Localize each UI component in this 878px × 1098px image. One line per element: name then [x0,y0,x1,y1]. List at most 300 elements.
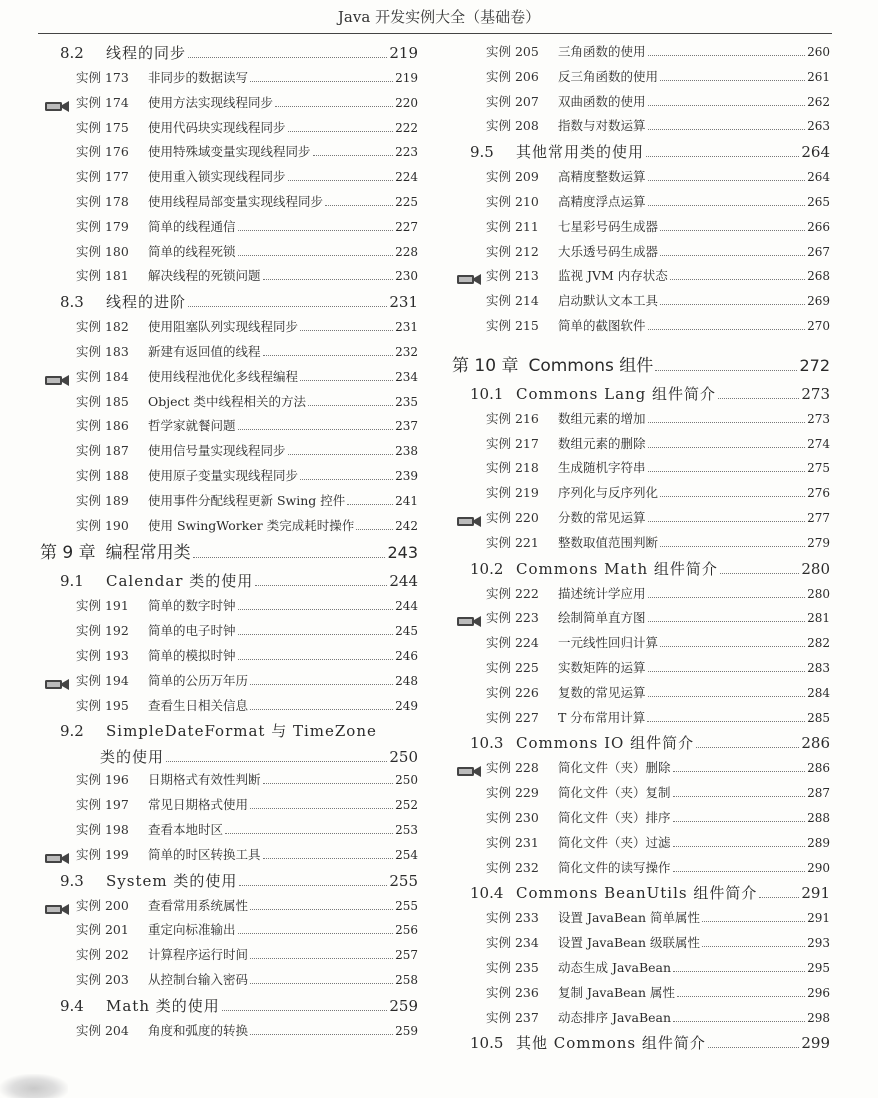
page-number: 238 [395,444,418,459]
toc-example-entry[interactable] [452,240,830,265]
example-title: 非同步的数据读写 [148,70,249,85]
toc-example-entry[interactable] [452,956,830,981]
dot-leader [648,422,806,423]
dot-leader [193,557,386,558]
page-number: 219 [389,44,418,62]
example-number: 实例 180 [76,243,129,259]
example-title: 数组元素的删除 [558,435,646,451]
example-number: 实例 202 [76,947,129,963]
toc-example-entry[interactable] [452,90,830,115]
toc-example-entry[interactable] [452,264,830,289]
toc-example-entry[interactable] [452,40,830,65]
dot-leader [250,909,393,910]
example-number: 实例 221 [486,534,539,550]
page-number: 231 [389,293,418,312]
example-title: 哲学家就餐问题 [148,418,236,434]
toc-example-entry[interactable] [40,943,418,968]
example-number: 实例 237 [486,1009,539,1025]
toc-section-entry[interactable] [452,1030,830,1056]
dot-leader [648,180,806,181]
page-number: 255 [395,898,418,913]
toc-example-entry[interactable] [452,656,830,681]
toc-example-entry[interactable] [40,843,418,868]
section-number: 10.2 [470,559,504,578]
example-number: 实例 220 [486,509,539,525]
dot-leader [238,659,394,660]
example-number: 实例 235 [486,959,539,975]
example-number: 实例 234 [486,935,539,951]
section-number: 9.5 [470,143,494,162]
chapter-number: 第 9 章 [40,543,96,564]
toc-example-entry[interactable] [452,756,830,781]
toc-example-entry[interactable] [452,456,830,481]
section-number: 9.1 [60,572,84,591]
example-title: 简单的公历万年历 [148,672,249,688]
example-number: 实例 223 [486,610,539,626]
example-number: 实例 184 [76,368,129,384]
section-gap [452,339,830,351]
page-number: 254 [395,847,418,862]
toc-example-entry[interactable] [452,781,830,806]
dot-leader [188,306,387,307]
page-number: 291 [801,884,830,903]
toc-example-entry[interactable] [40,768,418,793]
left-toc-column [40,40,418,1044]
dot-leader [255,585,387,586]
toc-section-entry[interactable] [452,556,830,582]
example-title: 分数的常见运算 [558,509,646,525]
page-number: 295 [807,960,830,975]
toc-example-entry[interactable] [452,706,830,731]
page-number: 273 [801,384,830,403]
dot-leader [660,546,805,547]
example-title: 常见日期格式使用 [148,797,249,813]
example-title: 使用阻塞队列实现线程同步 [148,319,299,335]
dot-leader [275,106,393,107]
page-number: 283 [807,660,830,675]
example-title: 重定向标准输出 [148,922,236,938]
toc-example-entry[interactable] [40,669,418,694]
example-number: 实例 174 [76,94,129,110]
section-title: 线程的进阶 [106,293,187,312]
example-number: 实例 182 [76,319,129,335]
dot-leader [648,329,806,330]
toc-example-entry[interactable] [40,315,418,340]
page-number: 274 [807,436,830,451]
toc-example-entry[interactable] [452,314,830,339]
page-number: 261 [807,69,830,84]
example-number: 实例 203 [76,971,129,987]
section-title: Commons IO 组件简介 [516,734,695,753]
dot-leader [648,129,806,130]
toc-example-entry[interactable] [452,506,830,531]
example-number: 实例 177 [76,169,129,185]
example-number: 实例 228 [486,760,539,776]
example-title: 使用 SwingWorker 类完成耗时操作 [148,517,355,533]
dot-leader [660,255,805,256]
example-title: 整数取值范围判断 [558,534,659,550]
page-number: 286 [801,734,830,753]
example-number: 实例 191 [76,598,129,614]
example-number: 实例 227 [486,709,539,725]
dot-leader [648,447,806,448]
video-icon [44,371,70,384]
example-title: 日期格式有效性判断 [148,772,261,788]
example-title: 简化文件（夹）复制 [558,785,671,801]
toc-section-entry[interactable] [40,868,418,894]
example-title: 使用代码块实现线程同步 [148,119,286,135]
page-number: 284 [807,685,830,700]
page-number: 285 [807,710,830,725]
example-number: 实例 209 [486,169,539,185]
toc-example-entry[interactable] [452,931,830,956]
example-title: 新建有返回值的线程 [148,343,261,359]
page-number: 225 [395,194,418,209]
page-number: 269 [807,294,830,309]
toc-example-entry[interactable] [452,906,830,931]
example-title: 使用重入锁实现线程同步 [148,169,286,185]
example-title: 简单的数字时钟 [148,598,236,614]
page-number: 248 [395,673,418,688]
toc-example-entry[interactable] [40,116,418,141]
toc-section-entry[interactable] [452,139,830,165]
toc-example-entry[interactable] [452,606,830,631]
example-title: 启动默认文本工具 [558,293,659,309]
example-title: 角度和弧度的转换 [148,1022,249,1038]
page-number: 260 [807,45,830,59]
toc-example-entry[interactable] [40,190,418,215]
example-title: 三角函数的使用 [558,44,646,59]
example-number: 实例 207 [486,93,539,109]
section-title: 线程的同步 [106,44,187,62]
chapter-number: 第 10 章 [452,355,519,376]
example-title: 简化文件（夹）排序 [558,809,671,825]
dot-leader [308,405,393,406]
toc-example-entry[interactable] [452,190,830,215]
dot-leader [677,996,805,997]
dot-leader [648,105,806,106]
dot-leader [647,721,805,722]
dot-leader [720,573,799,574]
example-title: T 分布常用计算 [558,709,646,725]
toc-section-entry[interactable] [40,289,418,315]
example-title: 监视 JVM 内存状态 [558,268,668,284]
video-icon [456,270,482,283]
section-number: 10.3 [470,734,504,753]
toc-example-entry[interactable] [40,439,418,464]
page-number: 230 [395,269,418,284]
dot-leader [759,897,799,898]
page-number: 264 [807,170,830,185]
toc-example-entry[interactable] [40,818,418,843]
toc-example-entry[interactable] [40,918,418,943]
toc-example-entry[interactable] [40,365,418,390]
toc-example-entry[interactable] [40,644,418,669]
toc-example-entry[interactable] [452,681,830,706]
example-number: 实例 222 [486,585,539,601]
dot-leader [300,380,393,381]
example-number: 实例 236 [486,984,539,1000]
example-number: 实例 196 [76,772,129,788]
toc-chapter-entry[interactable] [40,538,418,568]
dot-leader [648,696,806,697]
page-number: 277 [807,510,830,525]
page-number: 280 [807,586,830,601]
toc-example-entry[interactable] [40,489,418,514]
page-number: 287 [807,786,830,801]
toc-example-entry[interactable] [40,165,418,190]
example-number: 实例 173 [76,70,129,85]
example-title: 高精度浮点运算 [558,193,646,209]
toc-example-entry[interactable] [40,1019,418,1044]
page-number: 235 [395,394,418,409]
example-number: 实例 214 [486,293,539,309]
toc-example-entry[interactable] [452,806,830,831]
example-title: 一元线性回归计算 [558,635,659,651]
toc-example-entry[interactable] [40,514,418,539]
toc-section-entry[interactable] [40,718,418,768]
page-number: 253 [395,822,418,837]
example-number: 实例 204 [76,1022,129,1038]
dot-leader [300,479,393,480]
page-number: 220 [395,95,418,110]
page-number: 243 [387,543,418,563]
page-number: 259 [395,1023,418,1038]
toc-example-entry[interactable] [452,407,830,432]
example-title: 描述统计学应用 [558,585,646,601]
example-number: 实例 216 [486,410,539,426]
example-number: 实例 230 [486,809,539,825]
page-number: 227 [395,219,418,234]
toc-example-entry[interactable] [40,390,418,415]
page-number: 286 [807,761,830,776]
toc-section-entry[interactable] [452,381,830,407]
toc-example-entry[interactable] [40,619,418,644]
example-number: 实例 192 [76,623,129,639]
dot-leader [648,471,806,472]
page-number: 280 [801,559,830,578]
toc-example-entry[interactable] [40,264,418,289]
example-number: 实例 232 [486,859,539,875]
page-header: Java 开发实例大全（基础卷） [337,8,541,26]
toc-example-entry[interactable] [452,165,830,190]
example-title: 序列化与反序列化 [558,485,659,501]
dot-leader [288,454,394,455]
header-rule [38,33,832,34]
section-number: 9.4 [60,996,84,1015]
dot-leader [288,131,394,132]
dot-leader [718,398,799,399]
example-number: 实例 176 [76,144,129,160]
dot-leader [702,921,805,922]
toc-section-entry[interactable] [40,568,418,594]
dot-leader [356,529,393,530]
toc-example-entry[interactable] [452,215,830,240]
toc-chapter-entry[interactable] [452,351,830,381]
toc-example-entry[interactable] [40,464,418,489]
page-number: 232 [395,344,418,359]
example-number: 实例 201 [76,922,129,938]
page-number: 298 [807,1010,830,1025]
toc-section-entry[interactable] [40,40,418,66]
video-icon [456,612,482,625]
example-number: 实例 210 [486,193,539,209]
example-title: 简单的时区转换工具 [148,846,261,862]
dot-leader [238,429,394,430]
dot-leader [655,370,797,371]
example-title: 从控制台输入密码 [148,971,249,987]
dot-leader [673,821,806,822]
dot-leader [660,496,805,497]
page-number: 250 [389,748,418,767]
toc-example-entry[interactable] [40,968,418,993]
example-title: 简化文件（夹）删除 [558,760,671,776]
toc-example-entry[interactable] [452,481,830,506]
page-number: 219 [395,71,418,85]
example-number: 实例 195 [76,697,129,713]
dot-leader [696,747,799,748]
section-title: Commons Lang 组件简介 [516,384,717,403]
example-title: 简化文件的读写操作 [558,859,671,875]
page-number: 270 [807,318,830,333]
example-title: 使用线程局部变量实现线程同步 [148,193,324,209]
toc-example-entry[interactable] [452,1006,830,1031]
dot-leader [239,885,387,886]
page-number: 257 [395,948,418,963]
dot-leader [648,205,806,206]
example-title: 简单的线程通信 [148,218,236,234]
right-toc-column [452,40,830,1056]
example-number: 实例 211 [486,218,539,234]
toc-example-entry[interactable] [452,114,830,139]
dot-leader [263,858,394,859]
page-number: 245 [395,624,418,639]
example-number: 实例 225 [486,659,539,675]
example-title: 解决线程的死锁问题 [148,268,261,284]
section-title: 其他 Commons 组件简介 [516,1034,706,1053]
page-number: 272 [799,355,830,375]
example-number: 实例 175 [76,119,129,135]
page-number: 258 [395,972,418,987]
page-number: 223 [395,145,418,160]
page-number: 264 [801,143,830,162]
dot-leader [225,833,393,834]
section-title: SimpleDateFormat 与 TimeZone [106,722,377,741]
toc-example-entry[interactable] [40,414,418,439]
page-number: 263 [807,119,830,134]
page-number: 267 [807,244,830,259]
dot-leader [300,330,393,331]
page-number: 296 [807,985,830,1000]
example-number: 实例 187 [76,443,129,459]
page-number: 288 [807,810,830,825]
toc-example-entry[interactable] [452,65,830,90]
example-title: 实数矩阵的运算 [558,659,646,675]
section-title: 其他常用类的使用 [516,143,645,162]
toc-example-entry[interactable] [40,91,418,116]
page-corner-smudge [0,1074,68,1098]
example-title: 使用方法实现线程同步 [148,94,274,110]
toc-example-entry[interactable] [452,289,830,314]
toc-section-entry[interactable] [452,730,830,756]
page-number: 231 [395,320,418,335]
toc-section-entry[interactable] [40,993,418,1019]
dot-leader [263,279,394,280]
example-number: 实例 217 [486,435,539,451]
video-icon [44,900,70,913]
example-title: 简单的截图软件 [558,317,646,333]
dot-leader [263,355,394,356]
toc-example-entry[interactable] [452,831,830,856]
toc-example-entry[interactable] [452,582,830,607]
video-icon [44,97,70,110]
section-title: Math 类的使用 [106,996,220,1015]
toc-example-entry[interactable] [40,340,418,365]
dot-leader [325,205,393,206]
dot-leader [673,771,806,772]
toc-example-entry[interactable] [40,66,418,91]
example-title: 使用特殊域变量实现线程同步 [148,144,311,160]
page-number: 275 [807,461,830,476]
dot-leader [660,646,805,647]
dot-leader [646,156,799,157]
page-number: 266 [807,219,830,234]
example-number: 实例 183 [76,343,129,359]
example-number: 实例 231 [486,834,539,850]
page-number: 244 [395,599,418,614]
section-number: 8.2 [60,44,84,62]
toc-example-entry[interactable] [452,981,830,1006]
toc-example-entry[interactable] [452,531,830,556]
toc-example-entry[interactable] [40,793,418,818]
page-number: 246 [395,648,418,663]
example-title: 双曲函数的使用 [558,93,646,109]
example-number: 实例 219 [486,485,539,501]
toc-example-entry[interactable] [40,240,418,265]
example-number: 实例 189 [76,492,129,508]
section-number: 8.3 [60,293,84,312]
dot-leader [648,597,806,598]
toc-example-entry[interactable] [40,894,418,919]
chapter-title: 编程常用类 [105,543,191,564]
page-number: 249 [395,698,418,713]
dot-leader [673,846,806,847]
page-number: 242 [395,518,418,533]
toc-example-entry[interactable] [452,432,830,457]
toc-example-entry[interactable] [452,631,830,656]
example-number: 实例 198 [76,821,129,837]
page-number: 244 [389,572,418,591]
toc-section-entry[interactable] [452,880,830,906]
video-icon [456,762,482,775]
dot-leader [250,958,393,959]
toc-example-entry[interactable] [40,215,418,240]
example-number: 实例 199 [76,846,129,862]
example-title: 简单的线程死锁 [148,243,236,259]
example-title: 使用线程池优化多线程编程 [148,368,299,384]
example-title: 复数的常见运算 [558,684,646,700]
toc-example-entry[interactable] [40,140,418,165]
example-number: 实例 206 [486,68,539,84]
toc-example-entry[interactable] [40,594,418,619]
example-number: 实例 179 [76,218,129,234]
dot-leader [250,983,393,984]
toc-example-entry[interactable] [452,856,830,881]
section-title-continued: 类的使用 [100,748,165,767]
dot-leader [238,230,394,231]
toc-example-entry[interactable] [40,694,418,719]
example-title: 查看常用系统属性 [148,897,249,913]
